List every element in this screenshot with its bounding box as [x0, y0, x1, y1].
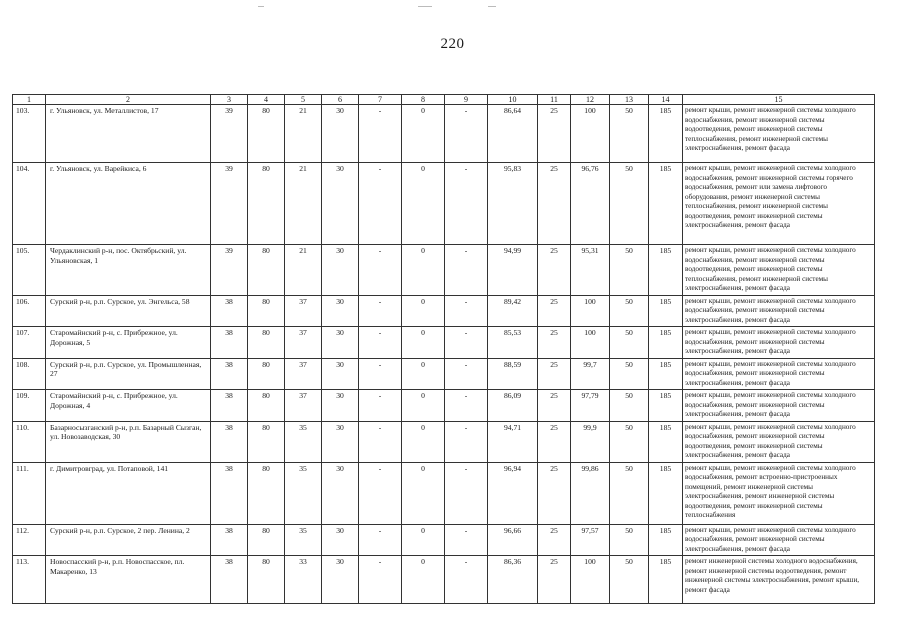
value-cell: 25: [538, 390, 571, 422]
works-cell: ремонт крыши, ремонт инженерной системы холодного водоснабжения, ремонт инженерной системы водоотведения, ремонт инженерной системы теплоснабжения, ремонт инженерной системы электроснабжения, ремонт фасада: [683, 105, 875, 163]
value-cell: 21: [285, 245, 322, 296]
value-cell: 35: [285, 462, 322, 524]
value-cell: 100: [571, 327, 610, 359]
value-cell: 35: [285, 524, 322, 556]
value-cell: -: [445, 245, 488, 296]
column-header: 6: [322, 95, 359, 105]
value-cell: 30: [322, 556, 359, 604]
works-cell: ремонт крыши, ремонт инженерной системы холодного водоснабжения, ремонт инженерной системы электроснабжения, ремонт фасада: [683, 524, 875, 556]
value-cell: 185: [649, 524, 683, 556]
value-cell: 50: [610, 556, 649, 604]
table-row: [13, 163, 875, 245]
repair-schedule-table: [12, 94, 875, 604]
value-cell: 50: [610, 163, 649, 245]
value-cell: 30: [322, 327, 359, 359]
works-cell: ремонт инженерной системы холодного водоснабжения, ремонт инженерной системы водоотведения, ремонт инженерной системы электроснабжения, ремонт крыши, ремонт фасада: [683, 556, 875, 604]
value-cell: -: [445, 327, 488, 359]
column-header: 12: [571, 95, 610, 105]
value-cell: 37: [285, 358, 322, 390]
table-row: [13, 105, 875, 163]
value-cell: 185: [649, 105, 683, 163]
value-cell: 96,76: [571, 163, 610, 245]
value-cell: -: [445, 524, 488, 556]
value-cell: 38: [211, 421, 248, 462]
address-cell: Чердаклинский р-н, пос. Октябрьский, ул. Ульяновская, 1: [46, 245, 211, 296]
column-header: 9: [445, 95, 488, 105]
value-cell: -: [359, 556, 402, 604]
value-cell: 99,86: [571, 462, 610, 524]
value-cell: 25: [538, 462, 571, 524]
row-number: 107.: [13, 327, 46, 359]
row-number: 112.: [13, 524, 46, 556]
value-cell: 86,36: [488, 556, 538, 604]
value-cell: 38: [211, 358, 248, 390]
value-cell: 50: [610, 358, 649, 390]
value-cell: -: [359, 462, 402, 524]
value-cell: 21: [285, 105, 322, 163]
value-cell: 185: [649, 421, 683, 462]
table-row: [13, 327, 875, 359]
column-header: 13: [610, 95, 649, 105]
value-cell: 0: [402, 245, 445, 296]
value-cell: 80: [248, 390, 285, 422]
value-cell: 30: [322, 462, 359, 524]
value-cell: 0: [402, 105, 445, 163]
value-cell: -: [359, 358, 402, 390]
value-cell: 37: [285, 327, 322, 359]
value-cell: 185: [649, 556, 683, 604]
scan-mark: [418, 6, 432, 7]
value-cell: 96,94: [488, 462, 538, 524]
value-cell: 0: [402, 556, 445, 604]
value-cell: 35: [285, 421, 322, 462]
value-cell: 39: [211, 163, 248, 245]
value-cell: 38: [211, 327, 248, 359]
value-cell: 25: [538, 556, 571, 604]
value-cell: 50: [610, 421, 649, 462]
value-cell: -: [359, 245, 402, 296]
address-cell: г. Ульяновск, ул. Металлистов, 17: [46, 105, 211, 163]
column-header: 10: [488, 95, 538, 105]
value-cell: 89,42: [488, 295, 538, 327]
address-cell: г. Ульяновск, ул. Варейкиса, 6: [46, 163, 211, 245]
value-cell: 99,9: [571, 421, 610, 462]
value-cell: 185: [649, 462, 683, 524]
value-cell: 80: [248, 295, 285, 327]
value-cell: 50: [610, 295, 649, 327]
value-cell: 95,83: [488, 163, 538, 245]
value-cell: 30: [322, 245, 359, 296]
value-cell: -: [445, 358, 488, 390]
value-cell: 80: [248, 327, 285, 359]
value-cell: 94,71: [488, 421, 538, 462]
column-header: 14: [649, 95, 683, 105]
value-cell: -: [445, 163, 488, 245]
value-cell: -: [445, 295, 488, 327]
value-cell: 85,53: [488, 327, 538, 359]
table-row: [13, 295, 875, 327]
column-header: 5: [285, 95, 322, 105]
address-cell: Сурский р-н, р.п. Сурское, 2 пер. Ленина, 2: [46, 524, 211, 556]
value-cell: 50: [610, 462, 649, 524]
row-number: 106.: [13, 295, 46, 327]
value-cell: 37: [285, 295, 322, 327]
table-row: [13, 358, 875, 390]
works-cell: ремонт крыши, ремонт инженерной системы холодного водоснабжения, ремонт инженерной системы горячего водоснабжения, ремонт или замена лифтового оборудования, ремонт инженерной системы теплоснабжения, ремонт инженерной системы водоотведения, ремонт инженерной системы электроснабжения, ремонт фасада: [683, 163, 875, 245]
table-row: [13, 421, 875, 462]
value-cell: -: [445, 421, 488, 462]
works-cell: ремонт крыши, ремонт инженерной системы холодного водоснабжения, ремонт инженерной системы электроснабжения, ремонт фасада: [683, 358, 875, 390]
value-cell: -: [359, 390, 402, 422]
value-cell: 0: [402, 358, 445, 390]
column-header: 2: [46, 95, 211, 105]
value-cell: 25: [538, 295, 571, 327]
row-number: 110.: [13, 421, 46, 462]
value-cell: -: [445, 105, 488, 163]
address-cell: Сурский р-н, р.п. Сурское, ул. Энгельса, 58: [46, 295, 211, 327]
row-number: 103.: [13, 105, 46, 163]
value-cell: -: [359, 163, 402, 245]
table-row: [13, 556, 875, 604]
works-cell: ремонт крыши, ремонт инженерной системы холодного водоснабжения, ремонт инженерной системы водоотведения, ремонт инженерной системы теплоснабжения, ремонт инженерной системы электроснабжения, ремонт фасада: [683, 245, 875, 296]
address-cell: Базарносызганский р-н, р.п. Базарный Сызган, ул. Новозаводская, 30: [46, 421, 211, 462]
value-cell: 185: [649, 327, 683, 359]
value-cell: 80: [248, 358, 285, 390]
row-number: 108.: [13, 358, 46, 390]
value-cell: 185: [649, 295, 683, 327]
address-cell: Сурский р-н, р.п. Сурское, ул. Промышленная, 27: [46, 358, 211, 390]
page-number: 220: [440, 36, 465, 52]
works-cell: ремонт крыши, ремонт инженерной системы холодного водоснабжения, ремонт инженерной системы водоотведения, ремонт инженерной системы электроснабжения, ремонт фасада: [683, 421, 875, 462]
value-cell: 30: [322, 295, 359, 327]
column-number-row: [13, 95, 875, 105]
value-cell: 100: [571, 556, 610, 604]
column-header: 3: [211, 95, 248, 105]
value-cell: 38: [211, 390, 248, 422]
column-header: 11: [538, 95, 571, 105]
value-cell: 80: [248, 421, 285, 462]
value-cell: 80: [248, 105, 285, 163]
scan-mark: [488, 6, 496, 7]
scan-mark: [258, 6, 264, 7]
value-cell: 100: [571, 295, 610, 327]
value-cell: 86,64: [488, 105, 538, 163]
row-number: 109.: [13, 390, 46, 422]
value-cell: 30: [322, 524, 359, 556]
value-cell: 50: [610, 245, 649, 296]
value-cell: 30: [322, 358, 359, 390]
value-cell: -: [359, 327, 402, 359]
works-cell: ремонт крыши, ремонт инженерной системы холодного водоснабжения, ремонт встроенно-пристроенных помещений, ремонт инженерной системы электроснабжения, ремонт инженерной системы водоотведения, ремонт инженерной системы теплоснабжения: [683, 462, 875, 524]
value-cell: 50: [610, 390, 649, 422]
table-body: [13, 105, 875, 604]
value-cell: 86,09: [488, 390, 538, 422]
value-cell: 30: [322, 390, 359, 422]
value-cell: -: [359, 524, 402, 556]
column-header: 7: [359, 95, 402, 105]
value-cell: 80: [248, 524, 285, 556]
value-cell: 0: [402, 524, 445, 556]
value-cell: 25: [538, 245, 571, 296]
value-cell: 25: [538, 327, 571, 359]
row-number: 111.: [13, 462, 46, 524]
value-cell: 30: [322, 421, 359, 462]
value-cell: 38: [211, 295, 248, 327]
value-cell: -: [359, 105, 402, 163]
table-row: [13, 245, 875, 296]
address-cell: Новоспасский р-н, р.п. Новоспасское, пл. Макаренко, 13: [46, 556, 211, 604]
works-cell: ремонт крыши, ремонт инженерной системы холодного водоснабжения, ремонт инженерной системы электроснабжения, ремонт фасада: [683, 327, 875, 359]
column-header: 4: [248, 95, 285, 105]
value-cell: 96,66: [488, 524, 538, 556]
value-cell: 0: [402, 390, 445, 422]
value-cell: -: [445, 390, 488, 422]
value-cell: 25: [538, 524, 571, 556]
table-row: [13, 390, 875, 422]
works-cell: ремонт крыши, ремонт инженерной системы холодного водоснабжения, ремонт инженерной системы электроснабжения, ремонт фасада: [683, 295, 875, 327]
value-cell: 97,57: [571, 524, 610, 556]
value-cell: 0: [402, 163, 445, 245]
value-cell: 50: [610, 105, 649, 163]
value-cell: 25: [538, 105, 571, 163]
value-cell: 39: [211, 245, 248, 296]
address-cell: Старомайнский р-н, с. Прибрежное, ул. Дорожная, 4: [46, 390, 211, 422]
value-cell: 50: [610, 327, 649, 359]
value-cell: 80: [248, 163, 285, 245]
value-cell: 100: [571, 105, 610, 163]
value-cell: 185: [649, 245, 683, 296]
value-cell: 80: [248, 245, 285, 296]
value-cell: 25: [538, 358, 571, 390]
table-row: [13, 462, 875, 524]
value-cell: 33: [285, 556, 322, 604]
value-cell: 94,99: [488, 245, 538, 296]
value-cell: 80: [248, 556, 285, 604]
column-header: 8: [402, 95, 445, 105]
value-cell: 0: [402, 421, 445, 462]
address-cell: г. Димитровград, ул. Потаповой, 141: [46, 462, 211, 524]
table-row: [13, 524, 875, 556]
value-cell: 0: [402, 295, 445, 327]
value-cell: 95,31: [571, 245, 610, 296]
value-cell: 37: [285, 390, 322, 422]
value-cell: 0: [402, 462, 445, 524]
value-cell: 88,59: [488, 358, 538, 390]
value-cell: 38: [211, 462, 248, 524]
column-header: 15: [683, 95, 875, 105]
row-number: 104.: [13, 163, 46, 245]
value-cell: -: [445, 462, 488, 524]
value-cell: 80: [248, 462, 285, 524]
value-cell: 38: [211, 524, 248, 556]
value-cell: 97,79: [571, 390, 610, 422]
value-cell: -: [359, 295, 402, 327]
row-number: 105.: [13, 245, 46, 296]
row-number: 113.: [13, 556, 46, 604]
value-cell: 25: [538, 421, 571, 462]
value-cell: 0: [402, 327, 445, 359]
value-cell: 39: [211, 105, 248, 163]
value-cell: 30: [322, 105, 359, 163]
column-header: 1: [13, 95, 46, 105]
value-cell: 21: [285, 163, 322, 245]
value-cell: -: [445, 556, 488, 604]
value-cell: 99,7: [571, 358, 610, 390]
value-cell: 38: [211, 556, 248, 604]
value-cell: 25: [538, 163, 571, 245]
value-cell: -: [359, 421, 402, 462]
value-cell: 185: [649, 390, 683, 422]
address-cell: Старомайнский р-н, с. Прибрежное, ул. Дорожная, 5: [46, 327, 211, 359]
works-cell: ремонт крыши, ремонт инженерной системы холодного водоснабжения, ремонт инженерной системы электроснабжения, ремонт фасада: [683, 390, 875, 422]
value-cell: 185: [649, 163, 683, 245]
value-cell: 30: [322, 163, 359, 245]
value-cell: 185: [649, 358, 683, 390]
value-cell: 50: [610, 524, 649, 556]
